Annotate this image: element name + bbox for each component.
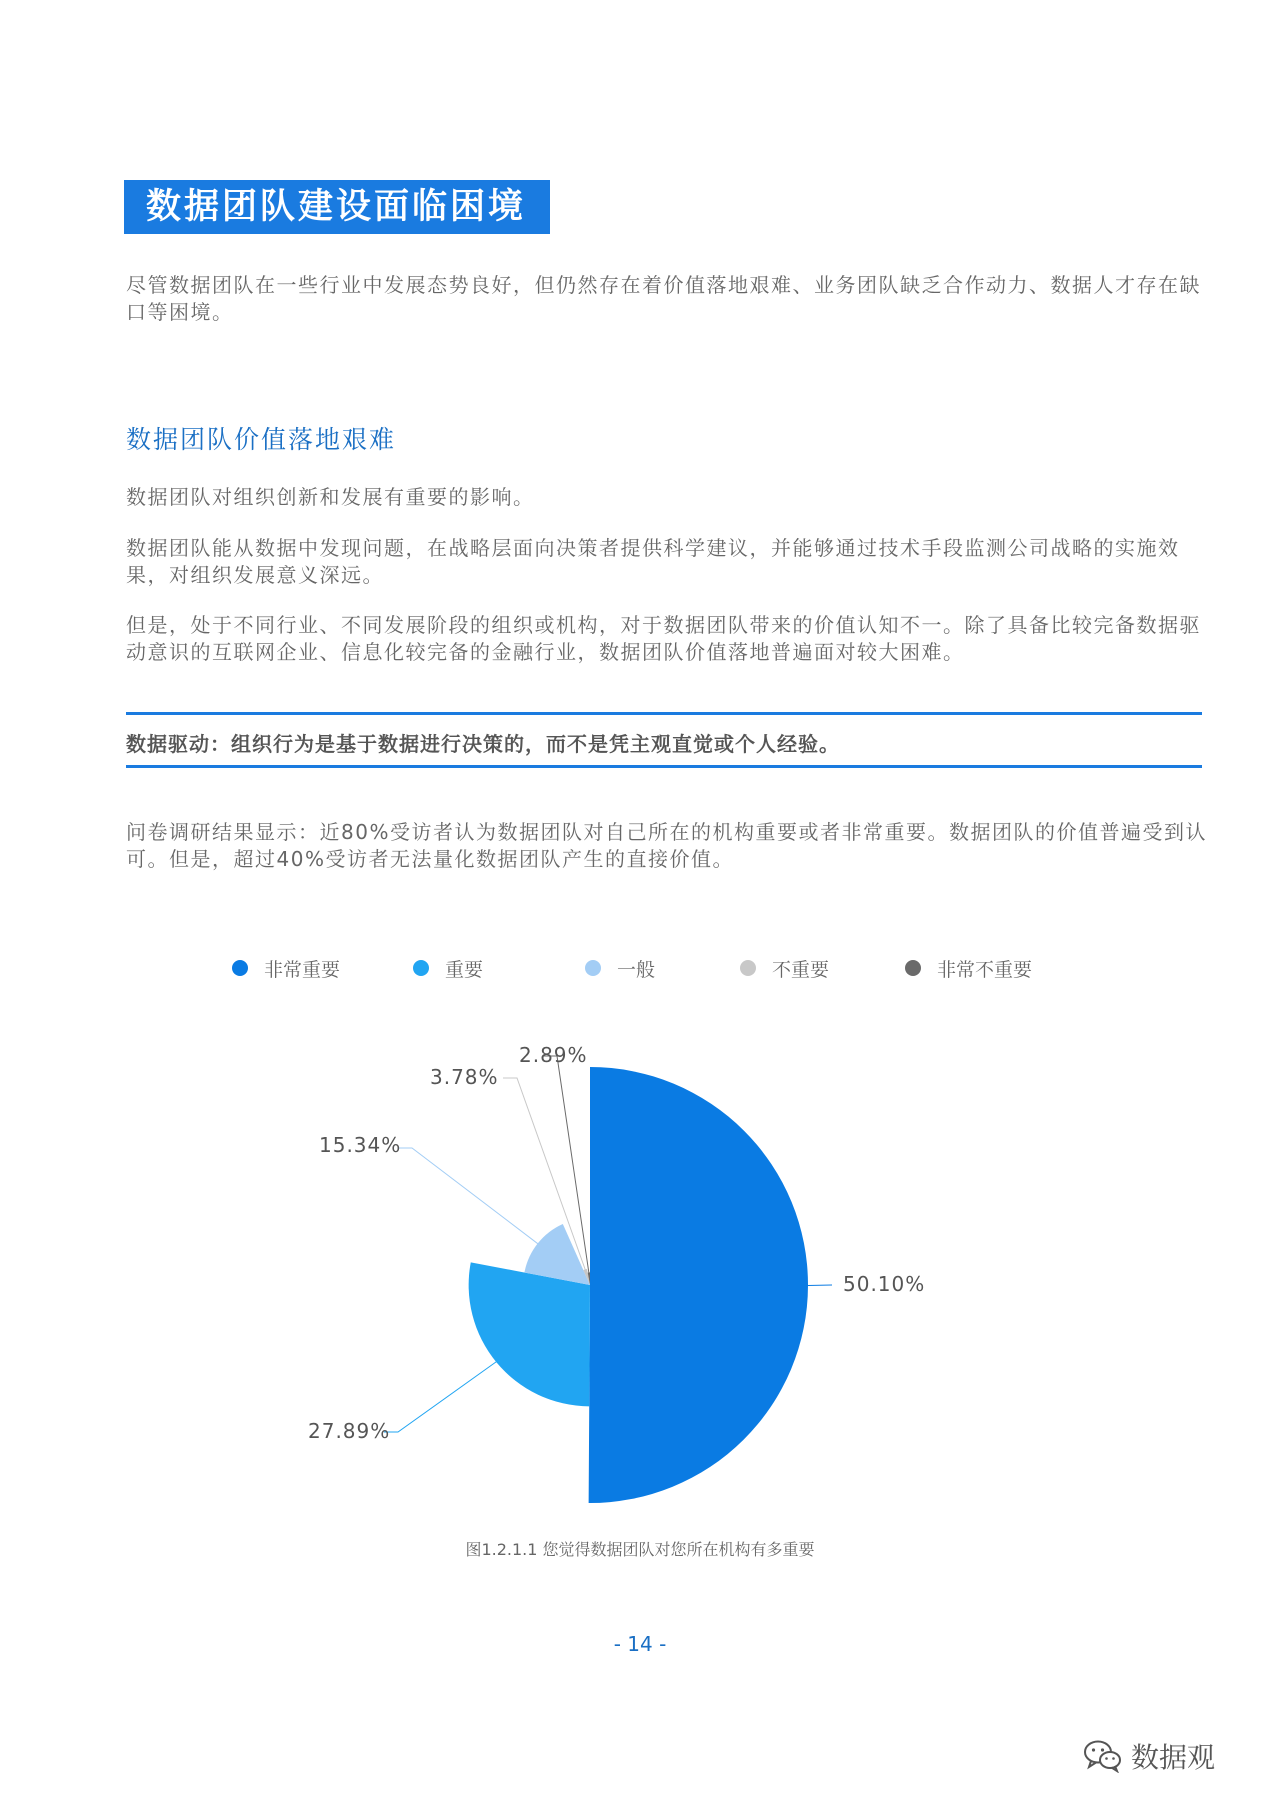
slice-very-important bbox=[589, 1067, 808, 1503]
callout-text: 数据驱动：组织行为是基于数据进行决策的，而不是凭主观直觉或个人经验。 bbox=[126, 732, 840, 756]
section-title: 数据团队建设面临困境 bbox=[124, 180, 550, 234]
wechat-icon bbox=[1083, 1739, 1123, 1773]
watermark bbox=[1083, 1736, 1215, 1776]
data-label-not-important: 3.78% bbox=[430, 1065, 499, 1089]
leader-line bbox=[384, 1360, 499, 1432]
legend-label: 不重要 bbox=[772, 958, 830, 981]
data-label-very-unimportant: 2.89% bbox=[519, 1043, 588, 1067]
data-label-very-important: 50.10% bbox=[843, 1272, 926, 1296]
intro-paragraph: 尽管数据团队在一些行业中发展态势良好，但仍然存在着价值落地艰难、业务团队缺乏合作动力、数据人才存在缺口等困境。 bbox=[126, 273, 1201, 324]
data-label-average: 15.34% bbox=[319, 1133, 402, 1157]
data-label-important: 27.89% bbox=[308, 1419, 391, 1443]
figure-caption: 图1.2.1.1 您觉得数据团队对您所在机构有多重要 bbox=[465, 1540, 815, 1559]
watermark-text: 数据观 bbox=[1131, 1741, 1216, 1774]
legend-label: 非常不重要 bbox=[937, 958, 1033, 981]
paragraph-3: 但是，处于不同行业、不同发展阶段的组织或机构，对于数据团队带来的价值认知不一。除了具备比较完备数据驱动意识的互联网企业、信息化较完备的金融行业，数据团队价值落地普遍面对较大困难。 bbox=[126, 613, 1201, 664]
paragraph-1: 数据团队对组织创新和发展有重要的影响。 bbox=[126, 485, 535, 509]
page-number: - 14 - bbox=[613, 1632, 667, 1656]
leader-line bbox=[398, 1148, 539, 1245]
slice-important bbox=[469, 1262, 590, 1406]
survey-paragraph: 问卷调研结果显示：近80%受访者认为数据团队对自己所在的机构重要或者非常重要。数据团队的价值普遍受到认可。但是，超过40%受访者无法量化数据团队产生的直接价值。 bbox=[126, 820, 1207, 871]
legend-label: 非常重要 bbox=[264, 958, 341, 981]
leader-line bbox=[801, 1285, 832, 1286]
legend-label: 重要 bbox=[445, 958, 484, 981]
paragraph-2: 数据团队能从数据中发现问题，在战略层面向决策者提供科学建议，并能够通过技术手段监测公司战略的实施效果，对组织发展意义深远。 bbox=[126, 536, 1180, 587]
legend-label: 一般 bbox=[617, 958, 656, 981]
subsection-title: 数据团队价值落地艰难 bbox=[126, 425, 397, 454]
